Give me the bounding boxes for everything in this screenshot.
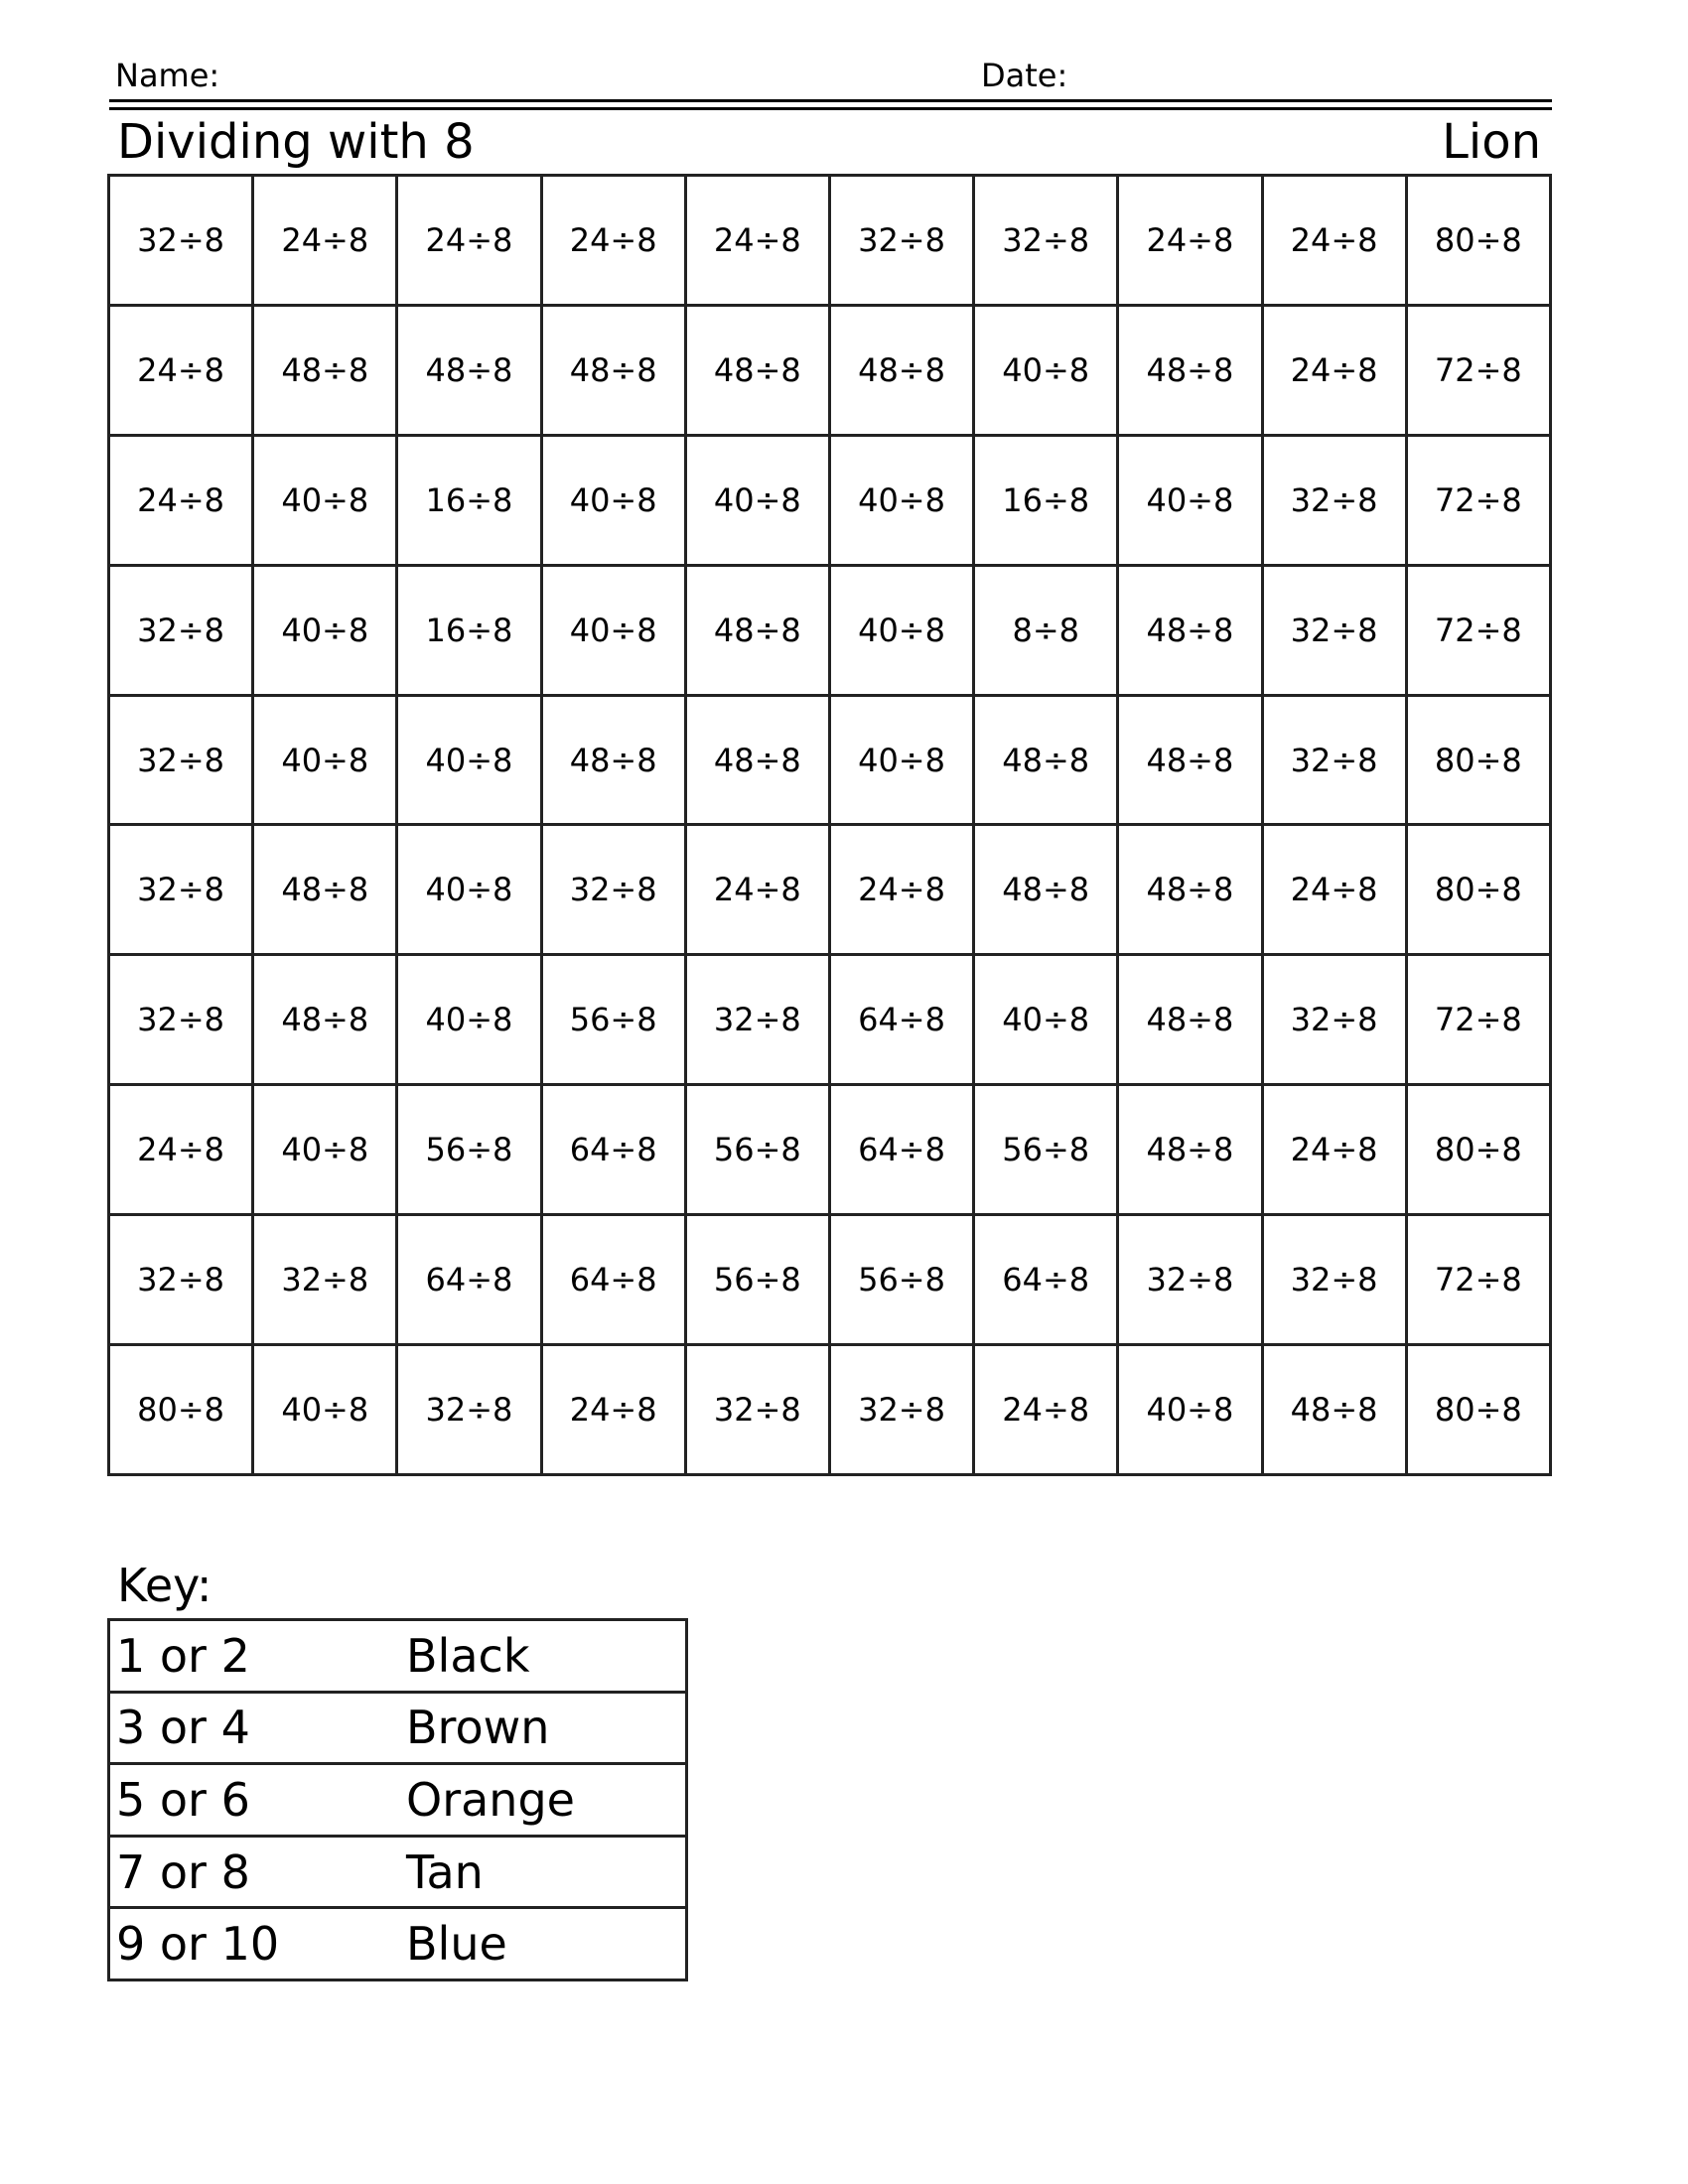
problem-cell: 24÷8 <box>397 176 541 306</box>
problem-cell: 64÷8 <box>397 1215 541 1345</box>
problem-cell: 48÷8 <box>541 695 685 825</box>
problem-cell: 24÷8 <box>1262 1085 1406 1215</box>
problem-cell: 40÷8 <box>685 435 829 565</box>
problem-cell: 48÷8 <box>1118 1085 1262 1215</box>
problem-cell: 72÷8 <box>1406 1215 1550 1345</box>
worksheet-picture-name: Lion <box>1442 114 1541 170</box>
problem-cell: 80÷8 <box>1406 1085 1550 1215</box>
problem-cell: 72÷8 <box>1406 435 1550 565</box>
key-row <box>109 1836 687 1908</box>
problem-cell: 72÷8 <box>1406 565 1550 695</box>
grid-row <box>109 1215 1551 1345</box>
problem-cell: 48÷8 <box>685 695 829 825</box>
grid-row <box>109 1085 1551 1215</box>
problem-cell: 40÷8 <box>253 565 397 695</box>
problem-cell: 32÷8 <box>1118 1215 1262 1345</box>
grid-row <box>109 305 1551 435</box>
key-color: Tan <box>400 1836 687 1908</box>
problem-cell: 40÷8 <box>397 825 541 955</box>
problem-cell: 24÷8 <box>1262 305 1406 435</box>
problem-cell: 56÷8 <box>685 1215 829 1345</box>
problem-cell: 56÷8 <box>541 955 685 1085</box>
problem-cell: 24÷8 <box>1262 176 1406 306</box>
grid-row <box>109 695 1551 825</box>
problem-cell: 48÷8 <box>253 825 397 955</box>
problem-cell: 48÷8 <box>685 565 829 695</box>
problem-cell: 32÷8 <box>685 1345 829 1475</box>
problem-cell: 32÷8 <box>109 565 253 695</box>
problem-cell: 48÷8 <box>685 305 829 435</box>
problem-cell: 24÷8 <box>541 1345 685 1475</box>
key-row <box>109 1692 687 1764</box>
problem-cell: 32÷8 <box>109 955 253 1085</box>
problem-cell: 32÷8 <box>685 955 829 1085</box>
key-range: 3 or 4 <box>109 1692 401 1764</box>
grid-row <box>109 1345 1551 1475</box>
header-rule-top <box>109 99 1552 102</box>
key-row <box>109 1908 687 1980</box>
problem-cell: 80÷8 <box>1406 176 1550 306</box>
problem-cell: 40÷8 <box>1118 435 1262 565</box>
problem-cell: 48÷8 <box>1118 955 1262 1085</box>
problem-cell: 24÷8 <box>109 435 253 565</box>
problem-cell: 40÷8 <box>253 1345 397 1475</box>
problem-cell: 16÷8 <box>974 435 1118 565</box>
problem-cell: 64÷8 <box>541 1085 685 1215</box>
grid-row <box>109 955 1551 1085</box>
problem-cell: 24÷8 <box>1118 176 1262 306</box>
problem-cell: 48÷8 <box>1118 825 1262 955</box>
key-color: Blue <box>400 1908 687 1980</box>
problem-cell: 48÷8 <box>253 955 397 1085</box>
problem-cell: 40÷8 <box>974 955 1118 1085</box>
problem-cell: 32÷8 <box>541 825 685 955</box>
problem-cell: 24÷8 <box>685 825 829 955</box>
problem-cell: 40÷8 <box>253 695 397 825</box>
problem-cell: 56÷8 <box>974 1085 1118 1215</box>
problem-cell: 40÷8 <box>829 695 973 825</box>
problem-cell: 40÷8 <box>974 305 1118 435</box>
problem-cell: 40÷8 <box>253 435 397 565</box>
problem-cell: 24÷8 <box>253 176 397 306</box>
grid-row <box>109 565 1551 695</box>
problem-cell: 48÷8 <box>829 305 973 435</box>
grid-row <box>109 176 1551 306</box>
problem-cell: 24÷8 <box>541 176 685 306</box>
grid-row <box>109 825 1551 955</box>
problem-cell: 80÷8 <box>1406 1345 1550 1475</box>
problem-cell: 48÷8 <box>1118 565 1262 695</box>
problem-cell: 32÷8 <box>1262 955 1406 1085</box>
problem-cell: 32÷8 <box>1262 435 1406 565</box>
problem-cell: 24÷8 <box>1262 825 1406 955</box>
problem-cell: 8÷8 <box>974 565 1118 695</box>
problem-cell: 32÷8 <box>109 176 253 306</box>
problem-cell: 32÷8 <box>397 1345 541 1475</box>
problem-cell: 24÷8 <box>109 1085 253 1215</box>
header-rule-bottom <box>109 107 1552 110</box>
problem-cell: 64÷8 <box>829 955 973 1085</box>
problem-cell: 32÷8 <box>1262 1215 1406 1345</box>
problem-cell: 40÷8 <box>1118 1345 1262 1475</box>
problem-cell: 48÷8 <box>1118 695 1262 825</box>
problem-cell: 48÷8 <box>974 695 1118 825</box>
problem-cell: 32÷8 <box>109 1215 253 1345</box>
problem-cell: 32÷8 <box>1262 565 1406 695</box>
key-range: 1 or 2 <box>109 1620 401 1693</box>
problem-cell: 32÷8 <box>974 176 1118 306</box>
problem-cell: 24÷8 <box>109 305 253 435</box>
problem-cell: 40÷8 <box>829 565 973 695</box>
problem-cell: 32÷8 <box>1262 695 1406 825</box>
date-label: Date: <box>981 57 1068 94</box>
problem-cell: 24÷8 <box>829 825 973 955</box>
problem-cell: 16÷8 <box>397 565 541 695</box>
grid-row <box>109 435 1551 565</box>
problem-cell: 72÷8 <box>1406 955 1550 1085</box>
problem-cell: 80÷8 <box>109 1345 253 1475</box>
key-color: Brown <box>400 1692 687 1764</box>
problem-cell: 72÷8 <box>1406 305 1550 435</box>
key-color: Black <box>400 1620 687 1693</box>
problem-cell: 40÷8 <box>253 1085 397 1215</box>
name-label: Name: <box>115 57 220 94</box>
problem-cell: 24÷8 <box>974 1345 1118 1475</box>
problem-cell: 32÷8 <box>109 825 253 955</box>
problem-cell: 40÷8 <box>397 695 541 825</box>
problem-cell: 32÷8 <box>829 1345 973 1475</box>
key-range: 5 or 6 <box>109 1764 401 1837</box>
problem-cell: 56÷8 <box>685 1085 829 1215</box>
problem-cell: 32÷8 <box>829 176 973 306</box>
color-key-table <box>107 1618 688 1981</box>
problem-cell: 40÷8 <box>541 435 685 565</box>
problem-cell: 40÷8 <box>397 955 541 1085</box>
problem-cell: 40÷8 <box>541 565 685 695</box>
problem-cell: 64÷8 <box>829 1085 973 1215</box>
problem-cell: 48÷8 <box>397 305 541 435</box>
problem-cell: 48÷8 <box>1118 305 1262 435</box>
problem-cell: 64÷8 <box>974 1215 1118 1345</box>
key-row <box>109 1620 687 1693</box>
problem-cell: 32÷8 <box>109 695 253 825</box>
problem-cell: 64÷8 <box>541 1215 685 1345</box>
key-color: Orange <box>400 1764 687 1837</box>
problem-cell: 80÷8 <box>1406 695 1550 825</box>
problem-cell: 48÷8 <box>1262 1345 1406 1475</box>
problem-cell: 56÷8 <box>829 1215 973 1345</box>
worksheet-title: Dividing with 8 <box>117 114 475 170</box>
problem-cell: 56÷8 <box>397 1085 541 1215</box>
key-range: 7 or 8 <box>109 1836 401 1908</box>
problem-cell: 40÷8 <box>829 435 973 565</box>
key-label: Key: <box>117 1559 212 1612</box>
problem-cell: 32÷8 <box>253 1215 397 1345</box>
problem-cell: 16÷8 <box>397 435 541 565</box>
problem-cell: 48÷8 <box>974 825 1118 955</box>
problem-cell: 48÷8 <box>541 305 685 435</box>
problem-cell: 24÷8 <box>685 176 829 306</box>
problem-cell: 80÷8 <box>1406 825 1550 955</box>
problem-grid <box>107 174 1552 1476</box>
problem-cell: 48÷8 <box>253 305 397 435</box>
key-row <box>109 1764 687 1837</box>
key-range: 9 or 10 <box>109 1908 401 1980</box>
